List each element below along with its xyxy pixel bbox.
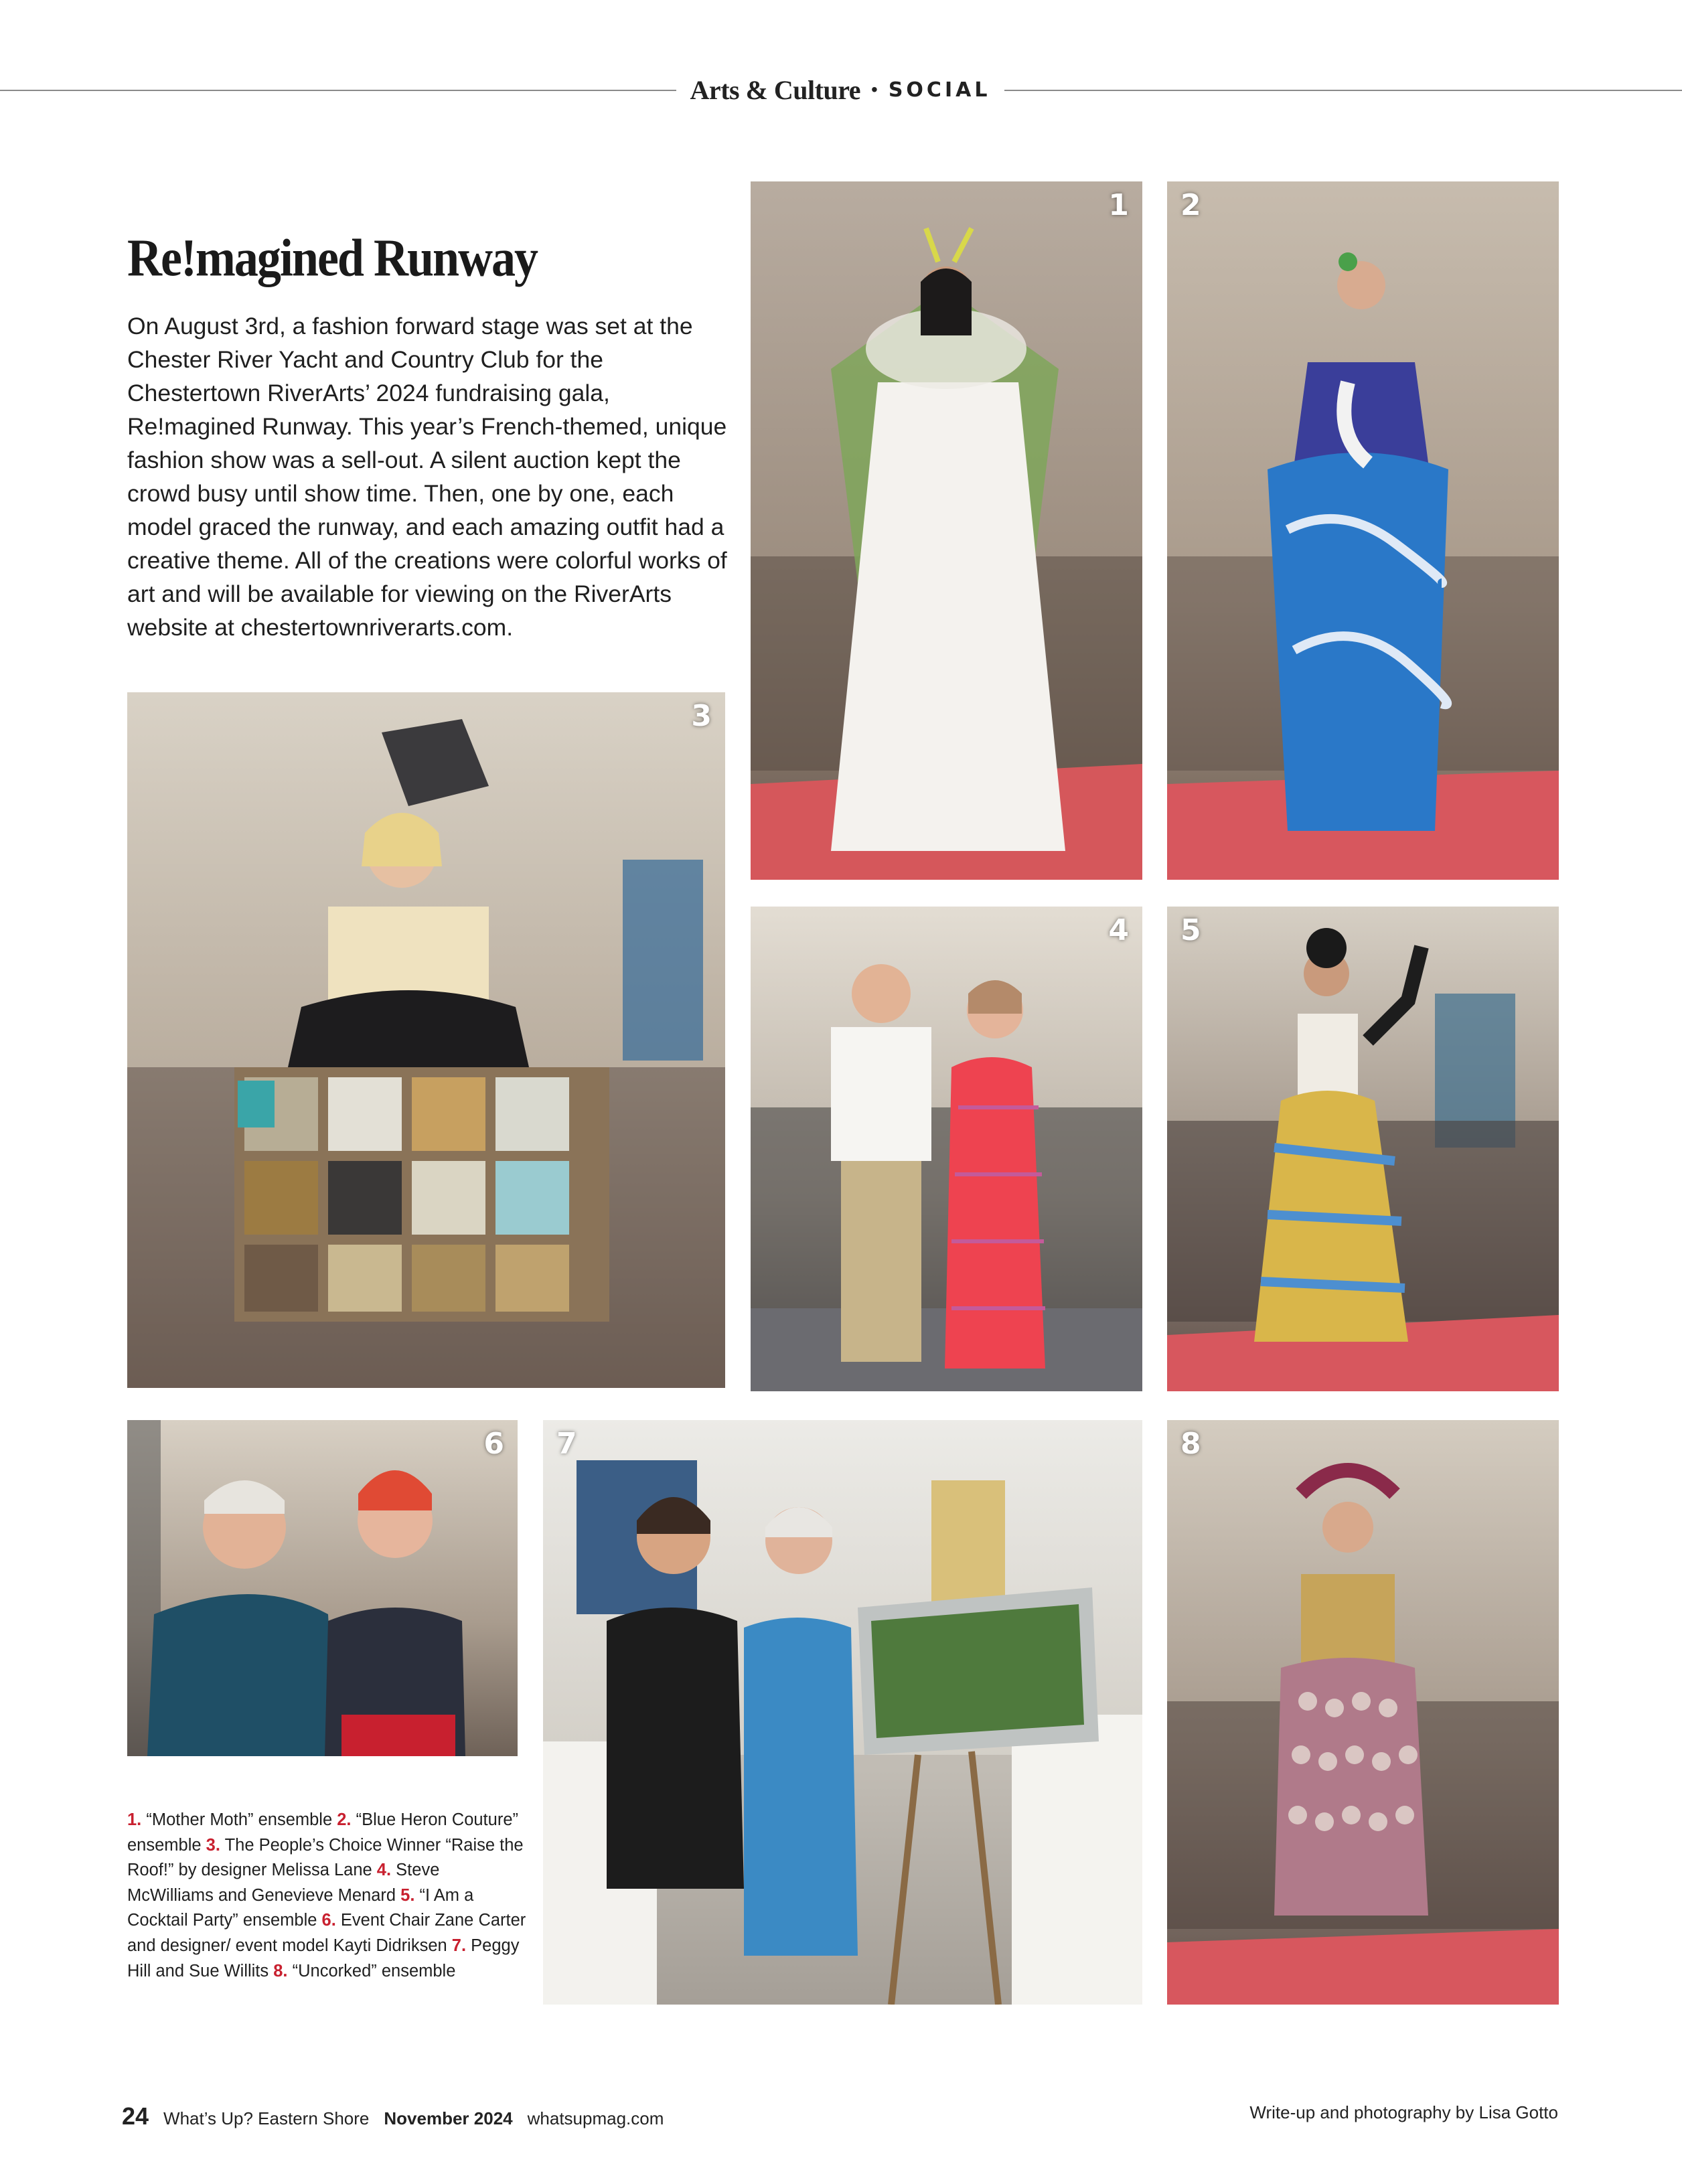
- photo-number: 7: [556, 1427, 577, 1461]
- photo-number: 5: [1180, 913, 1201, 947]
- caption-text: “Mother Moth” ensemble: [146, 1810, 333, 1829]
- photo-5-image: [1167, 907, 1559, 1391]
- caption-text: “Uncorked” ensemble: [292, 1961, 456, 1980]
- caption-number: 4.: [376, 1861, 392, 1880]
- photo-number: 3: [691, 699, 712, 733]
- section-name: Arts & Culture: [690, 74, 860, 105]
- website: whatsupmag.com: [527, 2108, 664, 2128]
- article-body: On August 3rd, a fashion forward stage was set at the Chester River Yacht and Country Club for the Chestertown RiverArts’ 2024 fundraising gala, Re!magined Runway. This year’s French-themed, unique fashion show was a sell-out. A silent auction kept the crowd busy until show time. Then, one by one, each model graced the runway, and each amazing outfit had a creative theme. All of the creations were colorful works of art and will be available for viewing on the RiverArts website at chestertownriverarts.com.: [127, 313, 727, 641]
- caption-number: 6.: [321, 1911, 336, 1930]
- caption-text: “I Am a Cocktail Party” ensemble: [127, 1885, 474, 1930]
- photo-5: [1167, 907, 1559, 1391]
- caption-number: 3.: [206, 1835, 220, 1855]
- caption-number: 7.: [451, 1936, 467, 1955]
- caption-number: 1.: [127, 1810, 142, 1829]
- caption-number: 2.: [337, 1810, 352, 1829]
- caption-text: The People’s Choice Winner “Raise the Roof!” by designer Melissa Lane: [127, 1835, 524, 1880]
- article-title: Re!magined Runway: [127, 228, 538, 288]
- caption-text: Peggy Hill and Sue Willits: [127, 1936, 520, 1980]
- caption-text: Steve McWilliams and Genevieve Menard: [127, 1861, 440, 1905]
- photo-credit: Write-up and photography by Lisa Gotto: [1249, 2102, 1558, 2122]
- caption-number: 8.: [273, 1961, 288, 1980]
- photo-4: [751, 907, 1142, 1391]
- caption-text: “Blue Heron Couture” ensemble: [127, 1810, 518, 1855]
- photo-2: [1167, 181, 1559, 880]
- photo-captions: [127, 1808, 529, 1984]
- photo-2-image: [1167, 181, 1559, 880]
- section-header: [683, 70, 998, 110]
- header-rule-right: [1004, 90, 1682, 91]
- photo-4-image: [751, 907, 1142, 1391]
- page-number: 24: [122, 2102, 149, 2130]
- photo-1: [751, 181, 1142, 880]
- photo-number: 2: [1180, 188, 1201, 222]
- section-subsection: SOCIAL: [888, 78, 991, 102]
- photo-6-image: [127, 1420, 518, 1756]
- photo-8-image: [1167, 1420, 1559, 2005]
- photo-3-image: [127, 692, 725, 1388]
- caption-number: 5.: [400, 1885, 415, 1905]
- photo-number: 4: [1108, 913, 1129, 947]
- photo-6: [127, 1420, 518, 1756]
- header-rule-left: [0, 90, 676, 91]
- photo-number: 1: [1108, 188, 1129, 222]
- photo-number: 8: [1180, 1427, 1201, 1461]
- photo-1-image: [751, 181, 1142, 880]
- photo-7-image: [543, 1420, 1142, 2005]
- issue-date: November 2024: [384, 2108, 513, 2128]
- caption-text: Event Chair Zane Carter and designer/ event model Kayti Didriksen: [127, 1911, 526, 1955]
- section-separator: •: [871, 79, 878, 100]
- publication-name: What’s Up? Eastern Shore: [163, 2108, 370, 2128]
- photo-3: [127, 692, 725, 1388]
- photo-number: 6: [483, 1427, 504, 1461]
- photo-8: [1167, 1420, 1559, 2005]
- photo-7: [543, 1420, 1142, 2005]
- footer-folio: [122, 2102, 664, 2130]
